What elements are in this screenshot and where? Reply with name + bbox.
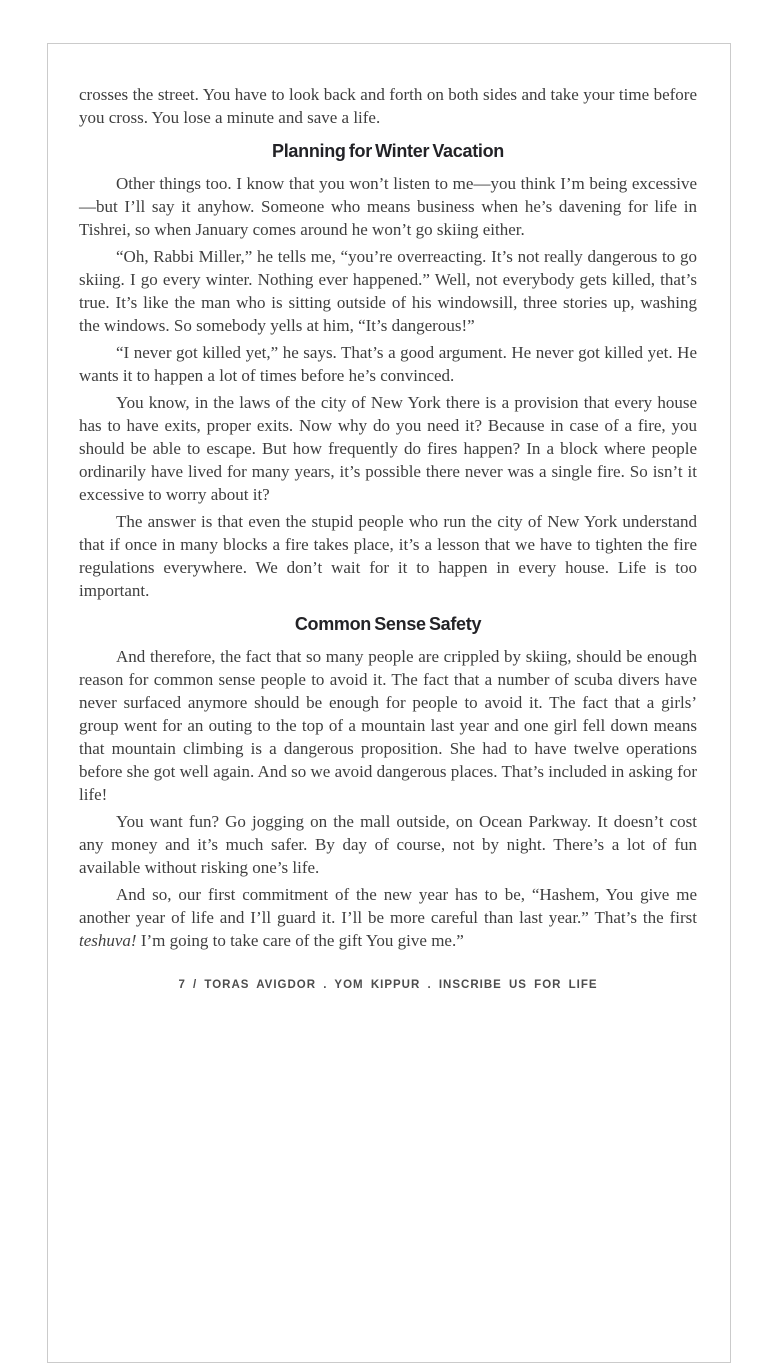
body-paragraph: And therefore, the fact that so many people are crippled by skiing, should be enough reason for common sense people to avoid it. The fact that a number of scuba divers have never surfaced anymore should be enough for people to avoid it. The fact that a girls’ group went for an outing to the top of a mountain last year and one girl fell down means that mountain climbing is a dangerous proposition. She had to have twelve operations before she got well again. And so we avoid dangerous places. That’s included in asking for life! xyxy=(79,647,697,804)
body-paragraph: “I never got killed yet,” he says. That’s a good argument. He never got killed yet. He wants it to happen a lot of times before he’s convinced. xyxy=(79,343,697,385)
body-paragraph-closing xyxy=(79,883,697,952)
document-page xyxy=(47,43,731,1363)
page-footer: 7 / TORAS AVIGDOR . YOM KIPPUR . INSCRIBE US FOR LIFE xyxy=(178,979,598,991)
body-paragraph: You know, in the laws of the city of New York there is a provision that every house has to have exits, proper exits. Now why do you need it? Because in case of a fire, you should be able to escape. But how frequently do fires happen? In a block where people ordinarily have lived for many years, it’s possible there never was a single fire. So isn’t it excessive to worry about it? xyxy=(79,393,697,504)
section-heading-planning-winter-vacation: Planning for Winter Vacation xyxy=(272,141,504,161)
body-paragraph: Other things too. I know that you won’t listen to me—you think I’m being excessive—but I’ll say it anyhow. Someone who means business when he’s davening for life in Tishrei, so when January comes around he won’t go skiing either. xyxy=(79,174,697,239)
body-paragraph-opening: crosses the street. You have to look back and forth on both sides and take your time before you cross. You lose a minute and save a life. xyxy=(79,85,697,127)
body-paragraph: The answer is that even the stupid people who run the city of New York understand that if once in many blocks a fire takes place, it’s a lesson that we have to tighten the fire regulations everywhere. We don’t wait for it to happen in every house. Life is too important. xyxy=(79,512,697,600)
closing-text-before: And so, our first commitment of the new year has to be, “Hashem, You give me another year of life and I’ll guard it. I’ll be more careful than last year.” That’s the first xyxy=(79,885,697,927)
body-paragraph: You want fun? Go jogging on the mall outside, on Ocean Parkway. It doesn’t cost any money and it’s much safer. By day of course, not by night. There’s a lot of fun available without risking one’s life. xyxy=(79,812,697,877)
closing-text-after: I’m going to take care of the gift You give me.” xyxy=(136,931,464,950)
page-content xyxy=(48,44,730,993)
section-heading-common-sense-safety: Common Sense Safety xyxy=(294,614,482,634)
italic-term-teshuva: teshuva! xyxy=(79,931,137,950)
body-paragraph: “Oh, Rabbi Miller,” he tells me, “you’re overreacting. It’s not really dangerous to go skiing. I go every winter. Nothing ever happened.” Well, not everybody gets killed, that’s true. It’s like the man who is sitting outside of his windowsill, three stories up, washing the windows. So somebody yells at him, “It’s dangerous!” xyxy=(79,247,697,335)
